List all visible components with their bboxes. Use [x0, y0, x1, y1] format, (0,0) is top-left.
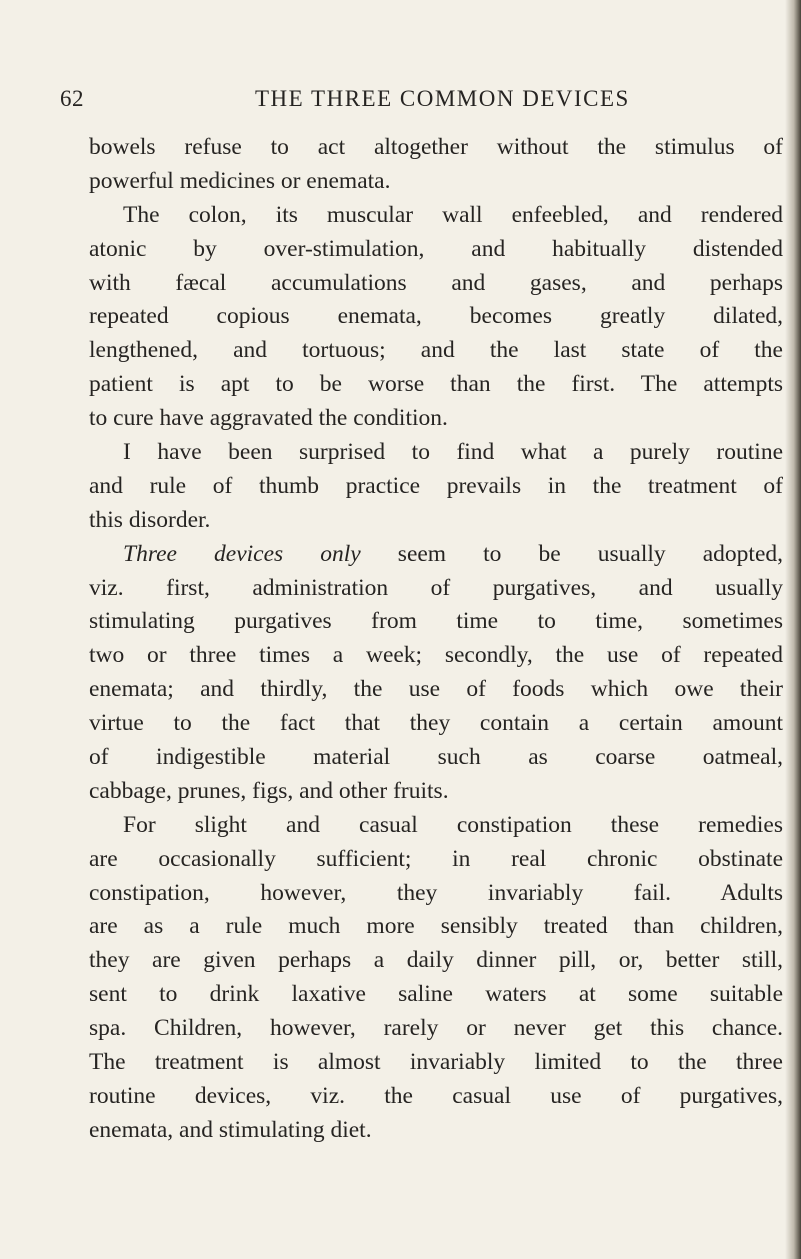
- text-line: two or three times a week; secondly, the use of repeated: [89, 642, 783, 669]
- italic-phrase: Three devices only: [123, 540, 361, 567]
- page-number: 62: [60, 86, 84, 111]
- text-line: spa. Children, however, rarely or never get this chance.: [89, 1015, 783, 1042]
- text-line: lengthened, and tortuous; and the last state of the: [89, 337, 783, 364]
- text-line: stimulating purgatives from time to time, sometimes: [89, 608, 783, 635]
- text-line: constipation, however, they invariably fail. Adults: [89, 879, 783, 906]
- text-line: enemata, and stimulating diet.: [89, 1116, 372, 1143]
- text-line: sent to drink laxative saline waters at some suitable: [89, 981, 783, 1008]
- text-line: bowels refuse to act altogether without the stimulus of: [89, 134, 783, 160]
- running-title: THE THREE COMMON DEVICES: [255, 86, 630, 111]
- text-line: virtue to the fact that they contain a certain amount: [89, 710, 783, 737]
- text-line: to cure have aggravated the condition.: [89, 405, 448, 432]
- text-line: of indigestible material such as coarse oatmeal,: [89, 744, 783, 771]
- text-line-rest: seem to be usually adopted,: [397, 540, 783, 567]
- text-line: they are given perhaps a daily dinner pill, or, better still,: [89, 947, 783, 974]
- text-line: repeated copious enemata, becomes greatly dilated,: [89, 303, 783, 330]
- text-line: and rule of thumb practice prevails in the treatment of: [89, 472, 783, 499]
- text-line: atonic by over-stimulation, and habitually distended: [89, 235, 783, 262]
- text-line: powerful medicines or enemata.: [89, 167, 391, 194]
- text-line: with fæcal accumulations and gases, and perhaps: [89, 269, 783, 296]
- text-line: [89, 538, 783, 572]
- text-line: cabbage, prunes, figs, and other fruits.: [89, 777, 449, 804]
- text-line: enemata; and thirdly, the use of foods which owe their: [89, 676, 783, 703]
- text-line: are occasionally sufficient; in real chronic obstinate: [89, 845, 783, 872]
- text-line: For slight and casual constipation these remedies: [123, 811, 783, 838]
- text-line: are as a rule much more sensibly treated than children,: [89, 913, 783, 940]
- text-line: viz. first, administration of purgatives, and usually: [89, 574, 783, 601]
- text-line: patient is apt to be worse than the first. The attempts: [89, 371, 783, 398]
- text-line: routine devices, viz. the casual use of purgatives,: [89, 1082, 783, 1109]
- text-line: The treatment is almost invariably limited to the three: [89, 1049, 783, 1076]
- text-line: I have been surprised to find what a purely routine: [123, 439, 783, 466]
- text-line: The colon, its muscular wall enfeebled, and rendered: [123, 201, 783, 228]
- text-line: this disorder.: [89, 506, 211, 533]
- page-header: [60, 86, 740, 122]
- body-text: [89, 131, 783, 1148]
- page-edge-shadow: [785, 0, 801, 1259]
